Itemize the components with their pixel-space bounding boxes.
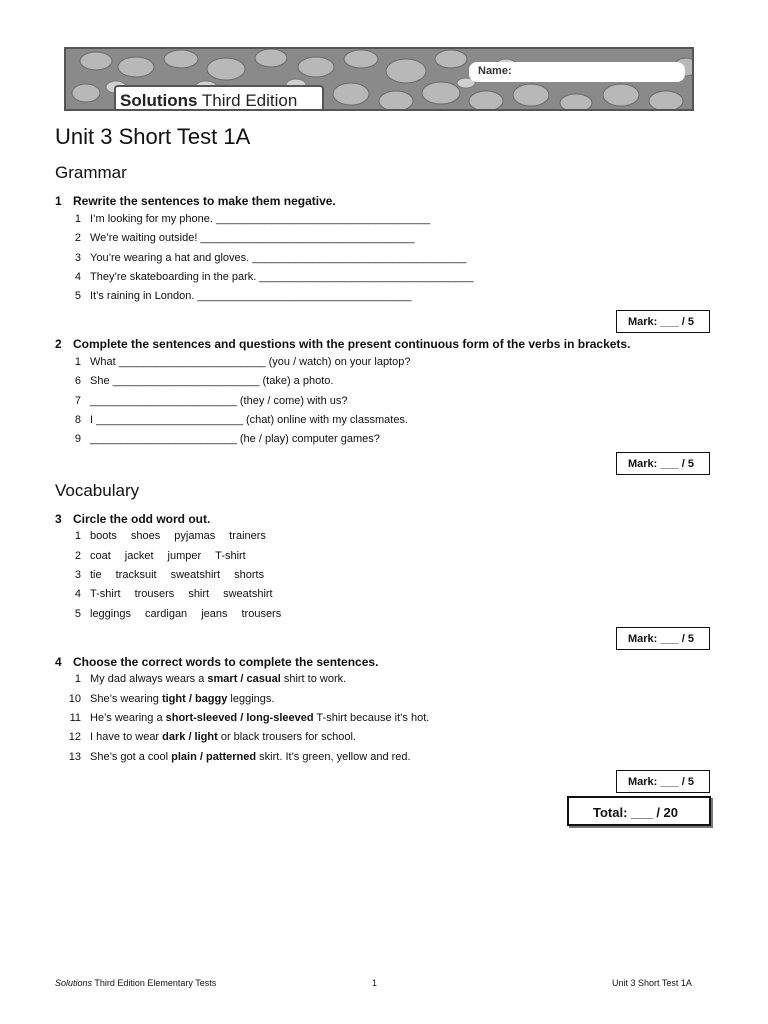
mark-box: Mark: ___ / 5 bbox=[616, 770, 710, 793]
question-instruction: Choose the correct words to complete the sentences. bbox=[73, 655, 379, 669]
word-choice[interactable]: tight / baggy bbox=[161, 693, 228, 705]
item-text: We’re waiting outside! ___________________________________ bbox=[90, 232, 415, 244]
list-item bbox=[55, 608, 295, 620]
item-text: I’m looking for my phone. ___________________________________ bbox=[90, 213, 431, 225]
list-item bbox=[55, 433, 380, 445]
question-3-heading bbox=[55, 512, 210, 526]
word-option[interactable]: T-shirt bbox=[215, 550, 246, 562]
item-number: 10 bbox=[68, 693, 81, 705]
question-instruction: Circle the odd word out. bbox=[73, 512, 211, 526]
word-option[interactable]: leggings bbox=[90, 608, 131, 620]
item-number: 7 bbox=[74, 395, 81, 407]
list-item bbox=[55, 375, 333, 387]
mark-box: Mark: ___ / 5 bbox=[616, 310, 710, 333]
item-text: It’s raining in London. ___________________________________ bbox=[90, 290, 412, 302]
question-2-heading bbox=[55, 337, 630, 351]
item-text: She’s got a cool bbox=[90, 751, 172, 763]
list-item bbox=[55, 673, 346, 685]
word-option[interactable]: shirt bbox=[188, 588, 210, 600]
footer-series-italic: Solutions bbox=[55, 978, 93, 988]
question-1-heading bbox=[55, 194, 336, 208]
word-option[interactable]: sweatshirt bbox=[170, 569, 221, 581]
list-item bbox=[55, 693, 274, 705]
word-choice[interactable]: dark / light bbox=[162, 731, 218, 743]
total-score-box: Total: ___ / 20 bbox=[567, 796, 711, 826]
item-text: You’re wearing a hat and gloves. ___________________________________ bbox=[90, 252, 467, 264]
item-number: 3 bbox=[74, 569, 81, 581]
item-number: 4 bbox=[74, 588, 81, 600]
word-choice[interactable]: smart / casual bbox=[207, 673, 281, 685]
page-title: Unit 3 Short Test 1A bbox=[55, 124, 251, 149]
section-title-vocabulary: Vocabulary bbox=[55, 481, 140, 500]
footer-test-title: Unit 3 Short Test 1A bbox=[612, 978, 692, 988]
item-text: She ________________________ (take) a photo. bbox=[90, 375, 334, 387]
item-text: She’s wearing bbox=[90, 693, 162, 705]
word-option[interactable]: shoes bbox=[130, 530, 161, 542]
series-title bbox=[120, 91, 297, 111]
item-number: 1 bbox=[74, 213, 81, 225]
word-option[interactable]: jumper bbox=[167, 550, 202, 562]
item-text: They’re skateboarding in the park. ___________________________________ bbox=[90, 271, 474, 283]
word-option[interactable]: pyjamas bbox=[174, 530, 216, 542]
word-option[interactable]: coat bbox=[90, 550, 111, 562]
word-option[interactable]: shorts bbox=[234, 569, 265, 581]
list-item bbox=[55, 252, 466, 264]
list-item bbox=[55, 414, 408, 426]
list-item bbox=[55, 751, 411, 763]
list-item bbox=[55, 530, 280, 542]
list-item bbox=[55, 290, 412, 302]
item-text: What ________________________ (you / watch) on your laptop? bbox=[90, 356, 411, 368]
question-number: 2 bbox=[55, 337, 62, 351]
name-label: Name: bbox=[478, 65, 512, 77]
item-text: or black trousers for school. bbox=[217, 731, 356, 743]
item-number: 3 bbox=[74, 252, 81, 264]
section-title-grammar: Grammar bbox=[55, 163, 127, 182]
item-number: 5 bbox=[74, 290, 81, 302]
item-text: My dad always wears a bbox=[90, 673, 208, 685]
footer-page-number: 1 bbox=[372, 978, 378, 988]
word-option[interactable]: tracksuit bbox=[115, 569, 157, 581]
word-option[interactable]: jacket bbox=[124, 550, 154, 562]
item-number: 1 bbox=[74, 356, 81, 368]
question-4-heading bbox=[55, 655, 378, 669]
question-number: 4 bbox=[55, 655, 62, 669]
item-number: 2 bbox=[74, 232, 81, 244]
list-item bbox=[55, 213, 430, 225]
footer-book-title bbox=[55, 978, 216, 988]
item-text: I ________________________ (chat) online with my classmates. bbox=[90, 414, 408, 426]
item-text: I have to wear bbox=[90, 731, 163, 743]
mark-box: Mark: ___ / 5 bbox=[616, 627, 710, 650]
question-number: 3 bbox=[55, 512, 62, 526]
list-item bbox=[55, 232, 415, 244]
word-option[interactable]: T-shirt bbox=[90, 588, 121, 600]
word-option[interactable]: trainers bbox=[229, 530, 266, 542]
series-title-rest: Third Edition bbox=[197, 91, 298, 110]
list-item bbox=[55, 395, 347, 407]
item-text: He’s wearing a bbox=[90, 712, 166, 724]
word-choice[interactable]: short-sleeved / long-sleeved bbox=[165, 712, 314, 724]
item-number: 1 bbox=[74, 673, 81, 685]
list-item bbox=[55, 588, 287, 600]
item-number: 12 bbox=[68, 731, 81, 743]
item-text: ________________________ (they / come) with us? bbox=[90, 395, 348, 407]
item-number: 13 bbox=[68, 751, 81, 763]
item-text: T-shirt because it’s hot. bbox=[313, 712, 430, 724]
item-text: leggings. bbox=[227, 693, 275, 705]
footer-series-rest: Third Edition Elementary Tests bbox=[92, 978, 217, 988]
word-option[interactable]: cardigan bbox=[144, 608, 188, 620]
list-item bbox=[55, 550, 260, 562]
word-choice[interactable]: plain / patterned bbox=[171, 751, 257, 763]
word-option[interactable]: trousers bbox=[241, 608, 282, 620]
word-option[interactable]: tie bbox=[90, 569, 102, 581]
word-option[interactable]: jeans bbox=[201, 608, 228, 620]
list-item bbox=[55, 731, 356, 743]
item-number: 1 bbox=[74, 530, 81, 542]
word-option[interactable]: trousers bbox=[134, 588, 175, 600]
item-number: 5 bbox=[74, 608, 81, 620]
item-number: 11 bbox=[69, 712, 81, 724]
item-text: skirt. It’s green, yellow and red. bbox=[256, 751, 411, 763]
item-number: 2 bbox=[74, 550, 81, 562]
item-number: 4 bbox=[74, 271, 81, 283]
question-instruction: Rewrite the sentences to make them negative. bbox=[73, 194, 336, 208]
word-option[interactable]: sweatshirt bbox=[223, 588, 273, 600]
mark-box: Mark: ___ / 5 bbox=[616, 452, 710, 475]
question-instruction: Complete the sentences and questions with the present continuous form of the verbs in brackets. bbox=[73, 337, 631, 351]
list-item bbox=[55, 356, 410, 368]
item-text: ________________________ (he / play) computer games? bbox=[90, 433, 380, 445]
item-number: 6 bbox=[74, 375, 81, 387]
list-item bbox=[55, 271, 474, 283]
header-banner bbox=[64, 47, 694, 111]
word-option[interactable]: boots bbox=[90, 530, 117, 542]
item-number: 8 bbox=[74, 414, 81, 426]
list-item bbox=[55, 569, 278, 581]
item-text: shirt to work. bbox=[280, 673, 347, 685]
list-item bbox=[55, 712, 429, 724]
series-title-bold: Solutions bbox=[120, 91, 198, 110]
question-number: 1 bbox=[55, 194, 62, 208]
item-number: 9 bbox=[74, 433, 81, 445]
